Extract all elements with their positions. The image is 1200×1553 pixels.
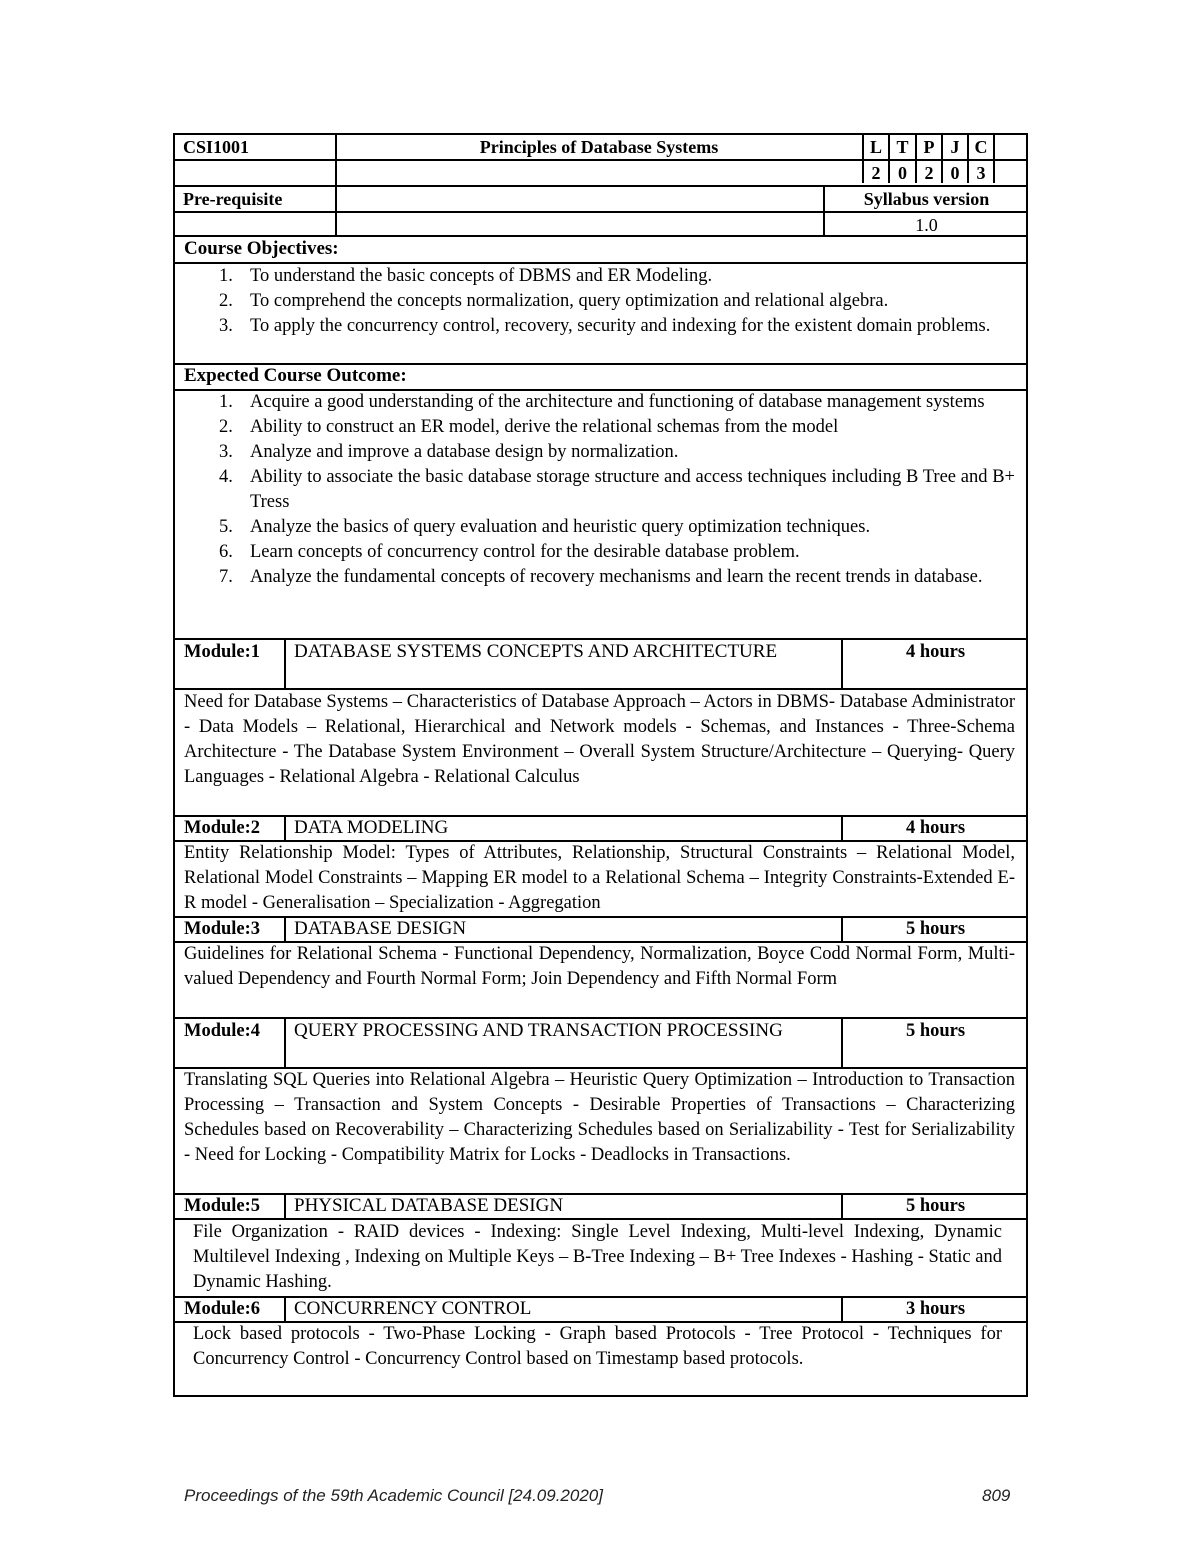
list-item: 1. To understand the basic concepts of DBMS and ER Modeling. [219,266,713,286]
ltpjc-label-c: C [974,137,988,157]
syllabus-version-label: Syllabus version [863,189,990,209]
module-4-title: QUERY PROCESSING AND TRANSACTION PROCESSING [294,1020,783,1041]
footer-proceedings: Proceedings of the 59th Academic Council [24.09.2020] [184,1486,603,1505]
module-2-label: Module:2 [184,818,261,838]
list-item: 2. To comprehend the concepts normalization, query optimization and relational algebra. [219,291,889,311]
ltpjc-label-j: J [950,137,960,157]
objectives-list [175,264,1026,339]
outcomes-heading: Expected Course Outcome: [184,365,407,386]
ltpjc-value-l: 2 [871,163,881,183]
module-5-label: Module:5 [184,1196,261,1216]
module-5-title: PHYSICAL DATABASE DESIGN [294,1195,564,1216]
module-4-hours: 5 hours [905,1021,966,1041]
objectives-heading: Course Objectives: [184,238,339,259]
module-1-content: Need for Database Systems – Characteristics of Database Approach – Actors in DBMS- Database Administrator - Data Models – Relational, Hierarchical and Network models - Schemas, and Instances - Three-Schema Architecture - The Database System Environment – Overall System Structure/Architecture – Querying- Query Languages - Relational Algebra - Relational Calculus [184,692,1015,787]
ltpjc-label-l: L [869,137,882,157]
module-4-content: Translating SQL Queries into Relational Algebra – Heuristic Query Optimization – Introduction to Transaction Processing – Transaction and System Concepts - Desirable Properties of Transactions – Characterizing Schedules based on Recoverability – Characterizing Schedules based on Serializability - Test for Serializability - Need for Locking - Compatibility Matrix for Locks - Deadlocks in Transactions. [184,1070,1015,1165]
module-6-title: CONCURRENCY CONTROL [294,1298,532,1319]
ltpjc-value-j: 0 [950,163,960,183]
outcomes-list [175,390,1026,590]
list-item: 1. Acquire a good understanding of the architecture and functioning of database management systems [219,392,985,412]
course-title: Principles of Database Systems [479,137,719,157]
module-2-title: DATA MODELING [294,817,449,838]
module-6-hours: 3 hours [905,1299,966,1319]
syllabus-body [173,235,1028,1397]
module-1-label: Module:1 [184,642,261,662]
prerequisite-label: Pre-requisite [183,189,283,209]
module-5-content: File Organization - RAID devices - Indexing: Single Level Indexing, Multi-level Indexing, Dynamic Multilevel Indexing , Indexing on Multiple Keys – B-Tree Indexing – B+ Tree Indexes - Hashing - Static and Dynamic Hashing. [193,1222,1002,1292]
module-1-hours: 4 hours [905,642,966,662]
ltpjc-value-t: 0 [898,163,907,183]
list-item: 5. Analyze the basics of query evaluation and heuristic query optimization techniques. [219,517,871,537]
module-3-hours: 5 hours [905,919,966,939]
footer-page-number: 809 [982,1486,1011,1505]
ltpjc-value-c: 3 [976,163,986,183]
list-item: 7. Analyze the fundamental concepts of recovery mechanisms and learn the recent trends in database. [219,567,983,587]
ltpjc-label-p: P [923,137,935,157]
module-4-label: Module:4 [184,1021,261,1041]
module-3-title: DATABASE DESIGN [294,918,467,939]
module-2-hours: 4 hours [905,818,966,838]
list-item: 3. To apply the concurrency control, recovery, security and indexing for the existent domain problems. [219,316,991,336]
module-3-label: Module:3 [184,919,261,939]
syllabus-version-value: 1.0 [915,215,938,235]
module-3-content: Guidelines for Relational Schema - Functional Dependency, Normalization, Boyce Codd Normal Form, Multi-valued Dependency and Fourth Normal Form; Join Dependency and Fifth Normal Form [184,944,1015,989]
module-5-hours: 5 hours [905,1196,966,1216]
module-6-content: Lock based protocols - Two-Phase Locking - Graph based Protocols - Tree Protocol - Techniques for Concurrency Control - Concurrency Control based on Timestamp based protocols. [193,1324,1002,1369]
module-1-title: DATABASE SYSTEMS CONCEPTS AND ARCHITECTURE [294,641,778,662]
list-item: 6. Learn concepts of concurrency control for the desirable database problem. [219,542,800,562]
list-item: 2. Ability to construct an ER model, derive the relational schemas from the model [219,417,839,437]
course-header-table [173,133,1028,237]
course-code: CSI1001 [183,137,250,157]
ltpjc-value-p: 2 [924,163,934,183]
ltpjc-label-t: T [896,137,909,157]
list-item: 3. Analyze and improve a database design by normalization. [219,442,679,462]
module-2-content: Entity Relationship Model: Types of Attributes, Relationship, Structural Constraints – Relational Model, Relational Model Constraints – Mapping ER model to a Relational Schema – Integrity Constraints-Extended E-R model - Generalisation – Specialization - Aggregation [184,843,1015,913]
module-6-label: Module:6 [184,1299,261,1319]
list-item: 4. Ability to associate the basic database storage structure and access techniques including B Tree and B+ Tress [219,467,1015,512]
